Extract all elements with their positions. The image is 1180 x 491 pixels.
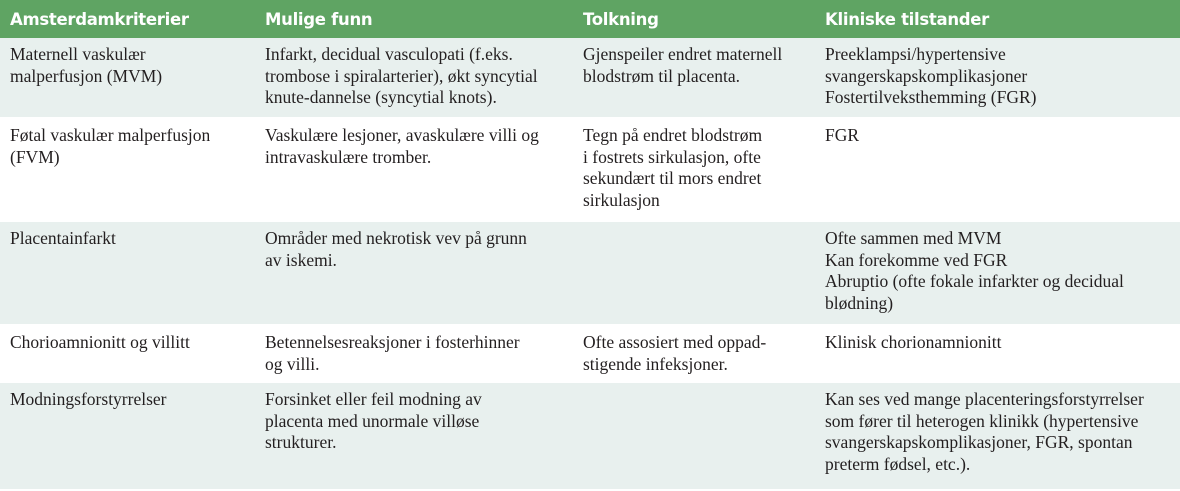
cell-findings: Forsinket eller feil modning av placenta med unormale villøse strukturer. — [255, 382, 573, 490]
cell-findings: Betennelsesreaksjoner i fosterhinner og villi. — [265, 332, 520, 374]
cell-criterion: Chorioamnionitt og villitt — [10, 332, 190, 352]
cell-clinical: FGR — [825, 125, 860, 145]
cell-findings: Områder med nekrotisk vev på grunn av iskemi. — [255, 221, 573, 325]
cell-clinical: Kan ses ved mange placenteringsforstyrrelser som fører til heterogen klinikk (hypertensive svangerskapskomplikasjoner, FGR, spontan preterm fødsel, etc.). — [815, 382, 1180, 490]
cell-clinical: Ofte sammen med MVM Kan forekomme ved FGR Abruptio (ofte fokale infarkter og decidual blødning) — [815, 221, 1180, 325]
cell-interpretation — [573, 382, 815, 490]
header-kliniske-tilstander: Kliniske tilstander — [815, 0, 1180, 38]
cell-findings: Infarkt, decidual vasculopati (f.eks. trombose i spiralarterier), økt syncytial knute-dannelse (syncytial knots). — [255, 38, 573, 118]
cell-interpretation: Gjenspeiler endret maternell blodstrøm til placenta. — [573, 38, 815, 118]
header-tolkning: Tolkning — [573, 0, 815, 38]
cell-criterion: Føtal vaskulær malperfusjon (FVM) — [10, 125, 211, 167]
cell-interpretation — [573, 221, 815, 325]
table-row — [0, 221, 1180, 325]
cell-clinical: Preeklampsi/hypertensive svangerskapskomplikasjoner Fostertilveksthemming (FGR) — [815, 38, 1180, 118]
cell-interpretation: Tegn på endret blodstrøm i fostrets sirkulasjon, ofte sekundært til mors endret sirkulasjon — [583, 125, 763, 210]
cell-criterion: Placentainfarkt — [0, 221, 255, 325]
cell-criterion: Maternell vaskulær malperfusjon (MVM) — [0, 38, 255, 118]
table-row — [0, 325, 1180, 382]
cell-interpretation: Ofte assosiert med oppad- stigende infeksjoner. — [583, 332, 767, 374]
table-row — [0, 118, 1180, 221]
cell-criterion: Modningsforstyrrelser — [0, 382, 255, 490]
cell-findings: Vaskulære lesjoner, avaskulære villi og intravaskulære tromber. — [265, 125, 539, 167]
cell-clinical: Klinisk chorionamnionitt — [825, 332, 1002, 352]
table-row — [0, 38, 1180, 118]
header-row — [0, 0, 1180, 38]
header-mulige-funn: Mulige funn — [255, 0, 573, 38]
table-row — [0, 382, 1180, 490]
header-amsterdamkriterier: Amsterdamkriterier — [0, 0, 255, 38]
